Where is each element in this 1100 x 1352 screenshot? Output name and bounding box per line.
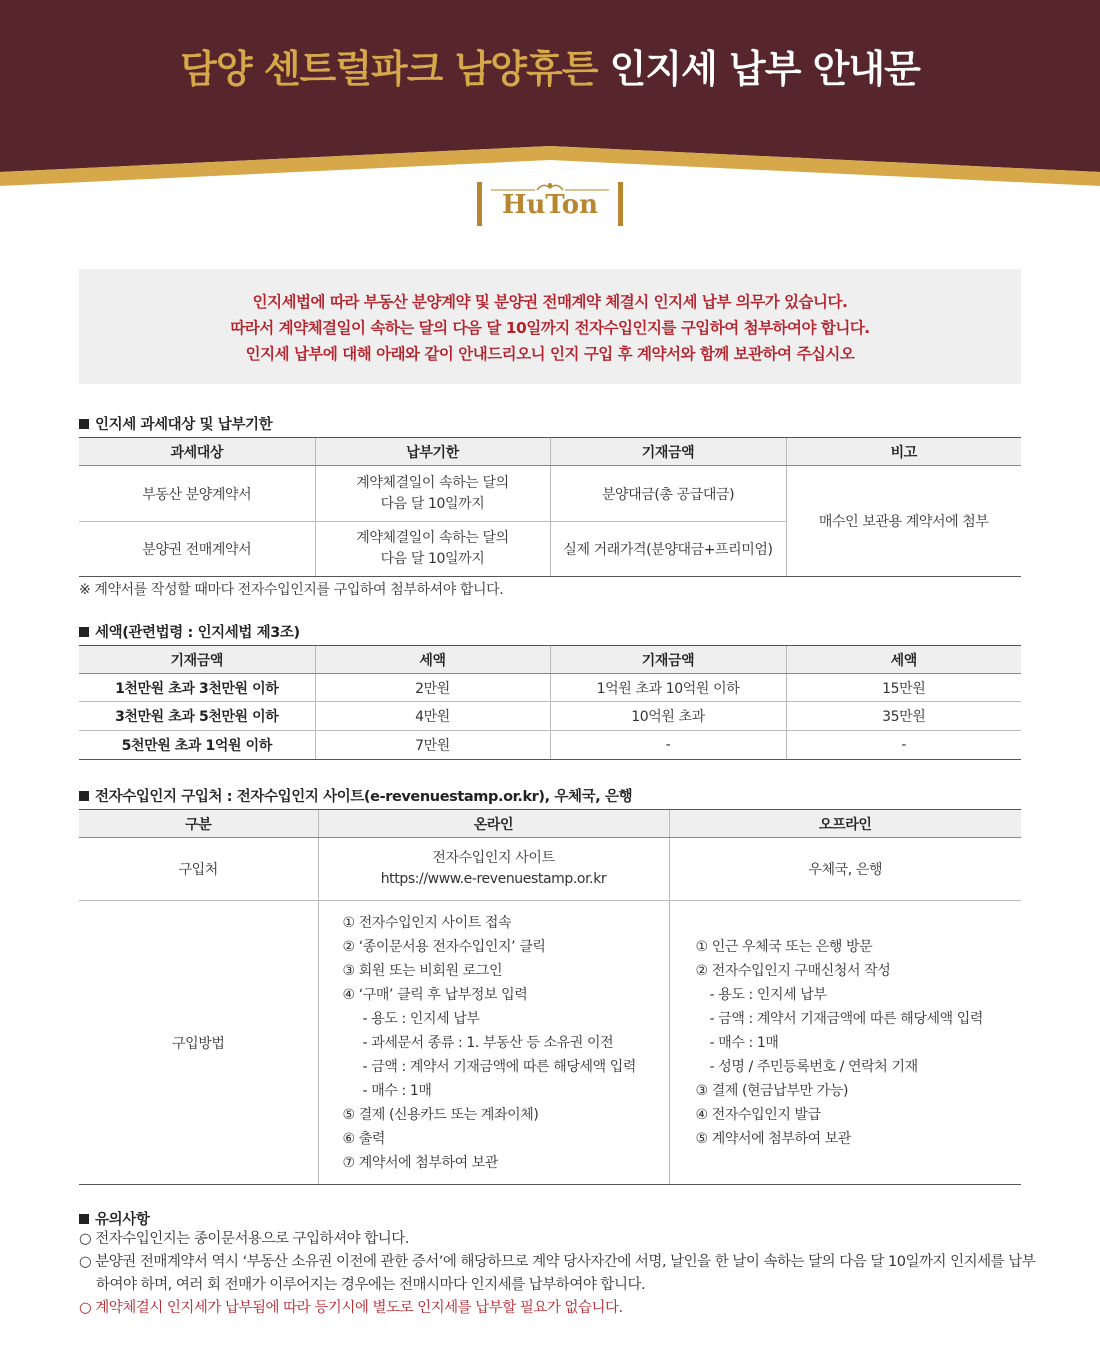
step-subitem: - 매수 : 1매 xyxy=(709,1034,779,1051)
section-title: 전자수입인지 구입처 : 전자수입인지 사이트(e-revenuestamp.or.kr), 우체국, 은행 xyxy=(95,789,633,805)
tax-amount-table xyxy=(79,645,1021,760)
table-row xyxy=(79,731,1021,760)
title-white-part: 인지세 납부 안내문 xyxy=(609,47,920,91)
table-header-row xyxy=(79,646,1021,674)
table-cell: 3천만원 초과 5천만원 이하 xyxy=(79,702,315,731)
table-header-row xyxy=(79,438,1021,466)
table-cell: 분양권 전매계약서 xyxy=(79,522,315,577)
table-cell: 10억원 초과 xyxy=(550,702,786,731)
title-gold-part: 담양 센트럴파크 남양휴튼 xyxy=(180,47,598,91)
section-title: 세액(관련법령 : 인지세법 제3조) xyxy=(95,625,300,641)
table-cell: - xyxy=(550,731,786,760)
table-cell: 1억원 초과 10억원 이하 xyxy=(550,674,786,702)
header-background xyxy=(0,0,1100,200)
footnote: ※ 계약서를 작성할 때마다 전자수입인지를 구입하여 첨부하셔야 합니다. xyxy=(79,582,504,598)
table-cell xyxy=(318,901,669,1185)
table-header-cell: 기재금액 xyxy=(550,438,786,466)
step-subitem: - 용도 : 인지세 납부 xyxy=(362,1010,480,1027)
cell-line: 전자수입인지 사이트 xyxy=(432,850,555,866)
table-header-cell: 온라인 xyxy=(318,810,669,838)
step-item: ② ‘종이문서용 전자수입인지’ 클릭 xyxy=(342,938,546,955)
table-header-cell: 비고 xyxy=(786,438,1021,466)
step-subitem: - 성명 / 주민등록번호 / 연락처 기재 xyxy=(709,1058,918,1075)
table-header-row xyxy=(79,810,1021,838)
table-header-cell: 기재금액 xyxy=(79,646,315,674)
table-header-cell: 납부기한 xyxy=(315,438,550,466)
table-header-cell: 세액 xyxy=(315,646,550,674)
table-row xyxy=(79,466,1021,522)
table-header-cell: 구분 xyxy=(79,810,318,838)
table-cell: 우체국, 은행 xyxy=(669,838,1021,901)
table-cell: 15만원 xyxy=(786,674,1021,702)
step-subitem: - 금액 : 계약서 기재금액에 따른 해당세액 입력 xyxy=(362,1058,637,1075)
section-heading-cautions xyxy=(79,1208,149,1229)
step-item: ⑥ 출력 xyxy=(342,1130,385,1147)
table-row xyxy=(79,838,1021,901)
caution-item: ○ 전자수입인지는 종이문서용으로 구입하셔야 합니다. xyxy=(79,1231,409,1247)
step-subitem: - 매수 : 1매 xyxy=(362,1082,432,1099)
cell-line: 다음 달 10일까지 xyxy=(380,495,485,512)
table-cell xyxy=(315,466,550,522)
table-cell: 구입방법 xyxy=(79,901,318,1185)
offline-steps xyxy=(670,935,1022,1151)
cell-line: 계약체결일이 속하는 달의 xyxy=(356,530,509,546)
square-bullet-icon xyxy=(79,419,89,429)
square-bullet-icon xyxy=(79,1214,89,1224)
tax-target-table xyxy=(79,437,1021,577)
table-cell: 구입처 xyxy=(79,838,318,901)
table-row xyxy=(79,702,1021,731)
table-cell: 35만원 xyxy=(786,702,1021,731)
section-title: 유의사항 xyxy=(95,1212,150,1228)
section-heading-tax-amount xyxy=(79,621,300,642)
caution-item-important: ○ 계약체결시 인지세가 납부됨에 따라 등기시에 별도로 인지세를 납부할 필요가 없습니다. xyxy=(79,1300,623,1316)
cell-line: 다음 달 10일까지 xyxy=(380,551,485,567)
table-row xyxy=(79,674,1021,702)
step-item: ③ 회원 또는 비회원 로그인 xyxy=(342,962,503,979)
step-item: ④ 전자수입인지 발급 xyxy=(695,1106,821,1123)
table-cell: - xyxy=(786,731,1021,760)
step-item: ① 전자수입인지 사이트 접속 xyxy=(342,914,512,931)
table-cell: 4만원 xyxy=(315,702,550,731)
table-cell xyxy=(315,522,550,577)
step-subitem: - 용도 : 인지세 납부 xyxy=(709,986,827,1003)
header-banner xyxy=(0,0,1100,200)
step-item: ① 인근 우체국 또는 은행 방문 xyxy=(695,938,873,955)
section-heading-tax-target xyxy=(79,413,272,434)
table-cell: 1천만원 초과 3천만원 이하 xyxy=(79,674,315,702)
notice-line: 따라서 계약체결일이 속하는 달의 다음 달 10일까지 전자수입인지를 구입하여 첨부하여야 합니다. xyxy=(230,319,870,337)
step-subitem: - 금액 : 계약서 기재금액에 따른 해당세액 입력 xyxy=(709,1010,984,1027)
cell-line: 계약체결일이 속하는 달의 xyxy=(356,474,509,491)
table-header-cell: 오프라인 xyxy=(669,810,1021,838)
step-item: ② 전자수입인지 구매신청서 작성 xyxy=(695,962,891,979)
table-row xyxy=(79,901,1021,1185)
huton-logo xyxy=(477,180,623,228)
section-title: 인지세 과세대상 및 납부기한 xyxy=(95,417,273,433)
table-cell: 2만원 xyxy=(315,674,550,702)
table-header-cell: 과세대상 xyxy=(79,438,315,466)
step-item: ⑤ 결제 (신용카드 또는 계좌이체) xyxy=(342,1106,539,1123)
purchase-table xyxy=(79,809,1021,1185)
online-steps xyxy=(319,911,669,1175)
page-title xyxy=(0,38,1100,93)
notice-line: 인지세 납부에 대해 아래와 같이 안내드리오니 인지 구입 후 계약서와 함께 보관하여 주십시오 xyxy=(245,345,855,363)
intro-notice xyxy=(79,269,1021,384)
table-cell: 부동산 분양계약서 xyxy=(79,466,315,522)
step-item: ⑤ 계약서에 첨부하여 보관 xyxy=(695,1130,852,1147)
table-cell: 5천만원 초과 1억원 이하 xyxy=(79,731,315,760)
notice-line: 인지세법에 따라 부동산 분양계약 및 분양권 전매계약 체결시 인지세 납부 의무가 있습니다. xyxy=(252,293,848,311)
table-cell: 분양대금(총 공급대금) xyxy=(550,466,786,522)
step-item: ⑦ 계약서에 첨부하여 보관 xyxy=(342,1154,499,1171)
step-item: ④ ‘구매’ 클릭 후 납부정보 입력 xyxy=(342,986,528,1003)
step-item: ③ 결제 (현금납부만 가능) xyxy=(695,1082,849,1099)
logo-text: HuTon xyxy=(501,190,599,220)
cautions-list xyxy=(79,1228,1039,1320)
step-subitem: - 과세문서 종류 : 1. 부동산 등 소유권 이전 xyxy=(362,1034,614,1051)
caution-item: ○ 분양권 전매계약서 역시 ‘부동산 소유권 이전에 관한 증서’에 해당하므로 계약 당사자간에 서명, 날인을 한 날이 속하는 달의 다음 달 10일까지 인지세를 납부하여야 하며, 여러 회 전매가 이루어지는 경우에는 전매시마다 인지세를 납부하여야 합니다. xyxy=(79,1254,1036,1293)
table-cell xyxy=(669,901,1021,1185)
table-cell: 7만원 xyxy=(315,731,550,760)
table-header-cell: 세액 xyxy=(786,646,1021,674)
table-cell xyxy=(318,838,669,901)
table-header-cell: 기재금액 xyxy=(550,646,786,674)
section-heading-purchase-place xyxy=(79,785,632,806)
square-bullet-icon xyxy=(79,627,89,637)
table-cell: 실제 거래가격(분양대금+프리미엄) xyxy=(550,522,786,577)
table-cell-remark: 매수인 보관용 계약서에 첨부 xyxy=(786,466,1021,577)
website-url: https://www.e-revenuestamp.or.kr xyxy=(380,871,607,887)
square-bullet-icon xyxy=(79,791,89,801)
